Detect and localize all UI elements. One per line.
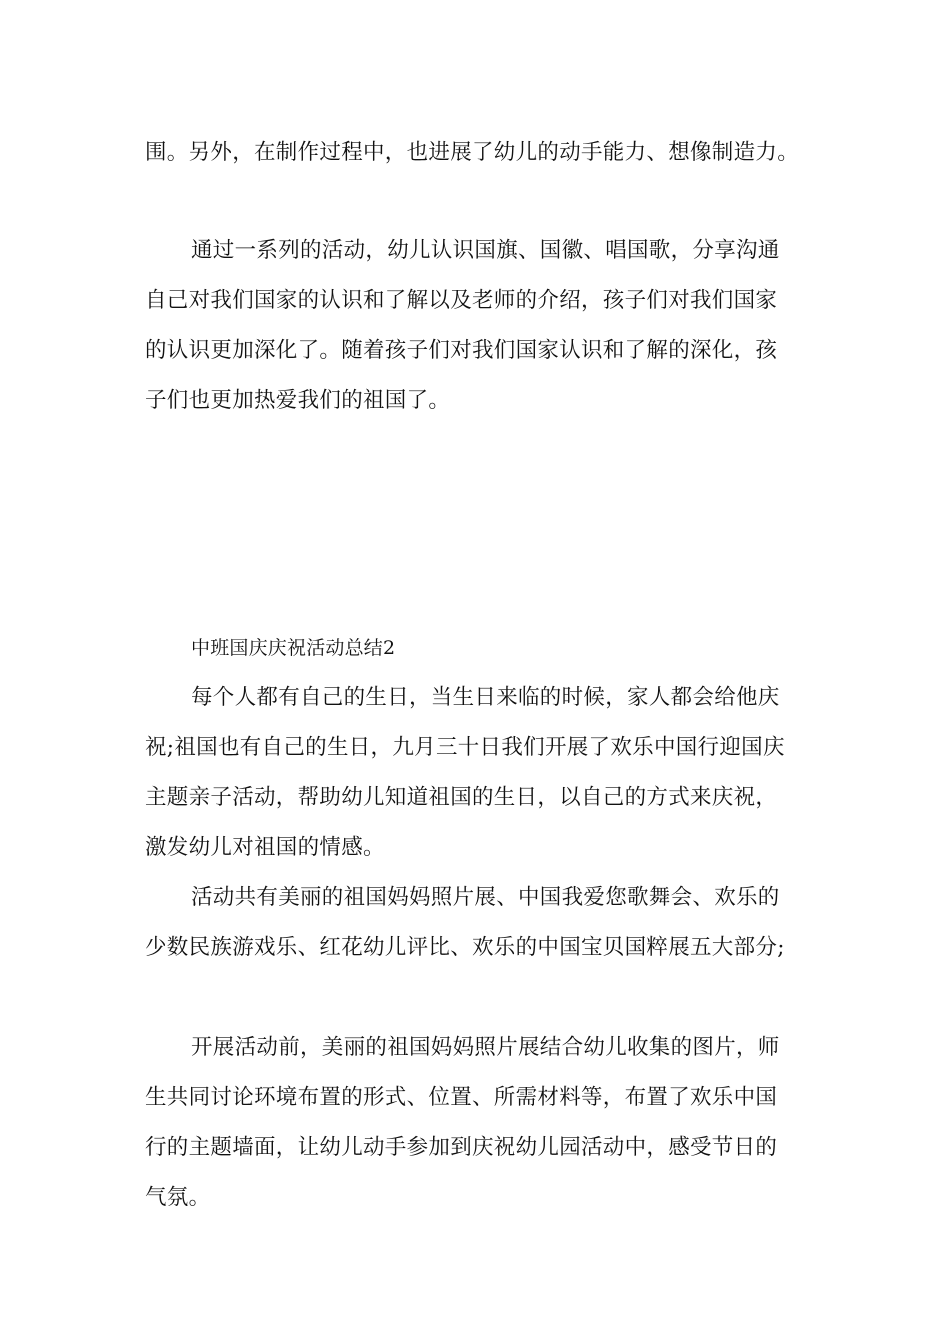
paragraph-line: 主题亲子活动，帮助幼儿知道祖国的生日，以自己的方式来庆祝， (145, 785, 778, 810)
paragraph-line: 生共同讨论环境布置的形式、位置、所需材料等，布置了欢乐中国 (145, 1085, 778, 1110)
paragraph-line: 的认识更加深化了。随着孩子们对我们国家认识和了解的深化，孩 (145, 338, 778, 363)
paragraph-line: 通过一系列的活动，幼儿认识国旗、国徽、唱国歌，分享沟通 (191, 238, 780, 263)
section-heading: 中班国庆庆祝活动总结2 (191, 637, 396, 659)
paragraph-line: 少数民族游戏乐、红花幼儿评比、欢乐的中国宝贝国粹展五大部分; (145, 935, 785, 960)
paragraph-line: 自己对我们国家的认识和了解以及老师的介绍，孩子们对我们国家 (145, 288, 778, 313)
paragraph-line: 每个人都有自己的生日，当生日来临的时候，家人都会给他庆 (191, 685, 780, 710)
paragraph-line: 开展活动前，美丽的祖国妈妈照片展结合幼儿收集的图片，师 (191, 1035, 780, 1060)
paragraph-line: 活动共有美丽的祖国妈妈照片展、中国我爱您歌舞会、欢乐的 (191, 885, 780, 910)
paragraph-line: 围。另外，在制作过程中，也进展了幼儿的动手能力、想像制造力。 (145, 140, 800, 165)
paragraph-line: 子们也更加热爱我们的祖国了。 (145, 388, 451, 413)
paragraph-line: 激发幼儿对祖国的情感。 (145, 835, 385, 860)
paragraph-line: 行的主题墙面，让幼儿动手参加到庆祝幼儿园活动中，感受节日的 (145, 1135, 778, 1160)
paragraph-line: 气氛。 (145, 1185, 211, 1210)
paragraph-line: 祝;祖国也有自己的生日，九月三十日我们开展了欢乐中国行迎国庆 (145, 735, 785, 760)
